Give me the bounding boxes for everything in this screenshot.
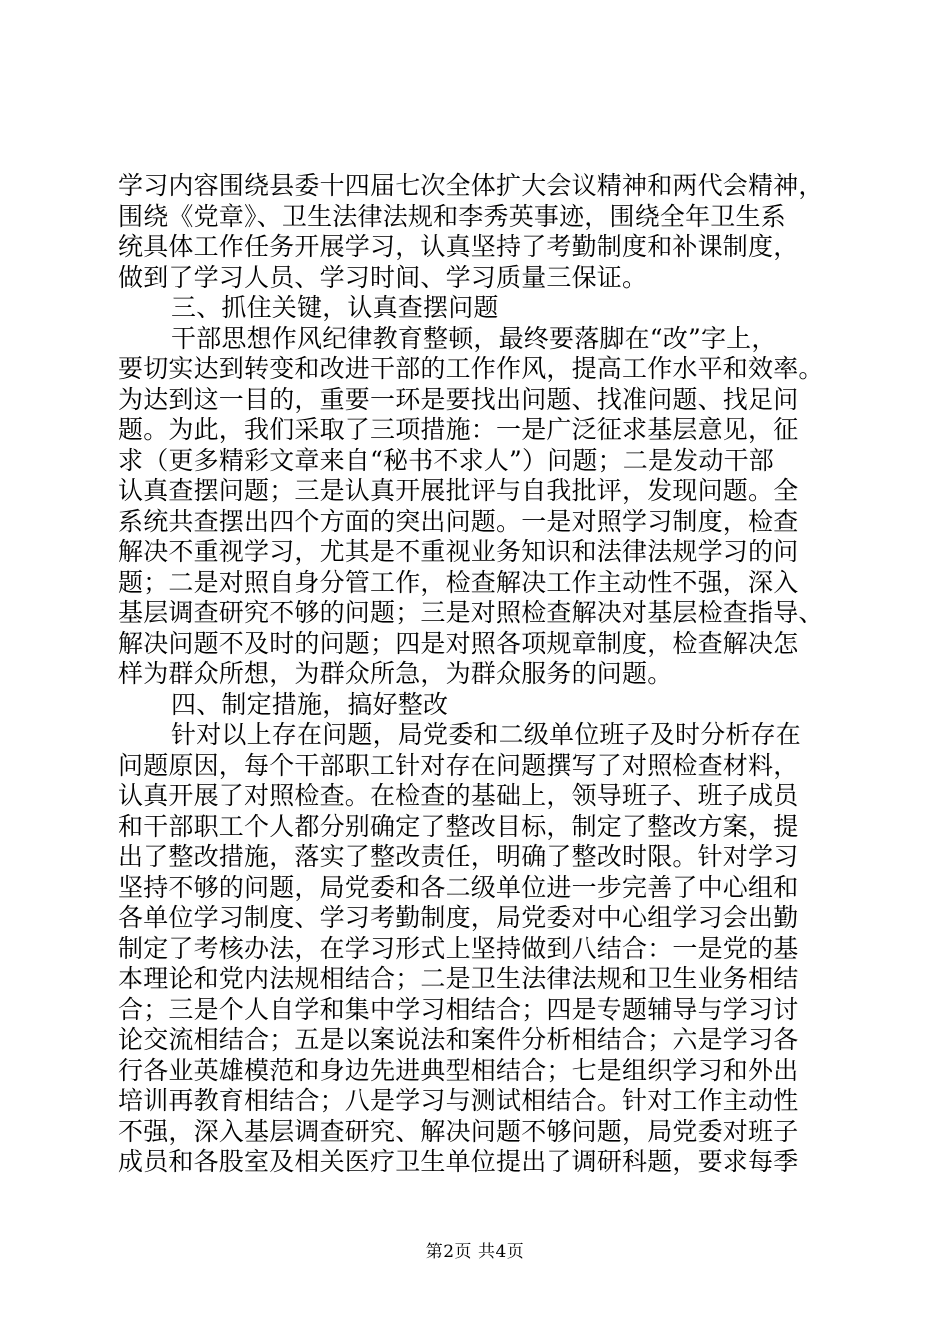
text-line: 干部思想作风纪律教育整顿，最终要落脚在“改”字上， xyxy=(171,323,777,353)
text-line: 和干部职工个人都分别确定了整改目标，制定了整改方案，提 xyxy=(118,811,799,841)
text-line: 为达到这一目的，重要一环是要找出问题、找准问题、找足问 xyxy=(118,384,799,414)
text-line: 培训再教育相结合；八是学习与测试相结合。针对工作主动性 xyxy=(118,1086,799,1115)
page-number-footer: 第2页 共4页 xyxy=(425,1242,525,1262)
text-line: 统具体工作任务开展学习，认真坚持了考勤制度和补课制度， xyxy=(118,232,799,261)
text-line: 坚持不够的问题，局党委和各二级单位进一步完善了中心组和 xyxy=(118,872,799,902)
text-line: 围绕《党章》、卫生法律法规和李秀英事迹，围绕全年卫生系 xyxy=(118,201,786,231)
text-line: 认真查摆问题；三是认真开展批评与自我批评，发现问题。全 xyxy=(118,476,799,505)
text-line: 本理论和党内法规相结合；二是卫生法律法规和卫生业务相结 xyxy=(118,964,799,993)
text-line: 论交流相结合；五是以案说法和案件分析相结合；六是学习各 xyxy=(118,1025,799,1054)
text-line: 解决不重视学习，尤其是不重视业务知识和法律法规学习的问 xyxy=(118,537,799,566)
text-line: 合；三是个人自学和集中学习相结合；四是专题辅导与学习讨 xyxy=(118,994,799,1024)
text-line: 针对以上存在问题，局党委和二级单位班子及时分析存在 xyxy=(171,720,802,749)
text-line: 题；二是对照自身分管工作，检查解决工作主动性不强，深入 xyxy=(118,567,799,597)
text-line: 问题原因，每个干部职工针对存在问题撰写了对照检查材料， xyxy=(118,750,799,780)
text-line: 行各业英雄模范和身边先进典型相结合；七是组织学习和外出 xyxy=(118,1055,799,1085)
document-body xyxy=(118,171,838,1178)
text-line: 成员和各股室及相关医疗卫生单位提出了调研科题，要求每季 xyxy=(118,1147,799,1176)
text-line: 基层调查研究不够的问题；三是对照检查解决对基层检查指导、 xyxy=(118,598,824,627)
text-line: 各单位学习制度、学习考勤制度，局党委对中心组学习会出勤 xyxy=(118,903,799,932)
text-line: 解决问题不及时的问题；四是对照各项规章制度，检查解决怎 xyxy=(118,628,799,658)
text-line: 不强，深入基层调查研究、解决问题不够问题，局党委对班子 xyxy=(118,1116,799,1146)
text-line: 题。为此，我们采取了三项措施：一是广泛征求基层意见，征 xyxy=(118,415,799,444)
text-line: 求（更多精彩文章来自“秘书不求人”）问题；二是发动干部 xyxy=(118,445,774,475)
text-line: 制定了考核办法，在学习形式上坚持做到八结合：一是党的基 xyxy=(118,933,799,963)
text-line: 样为群众所想，为群众所急，为群众服务的问题。 xyxy=(118,659,673,688)
text-line: 做到了学习人员、学习时间、学习质量三保证。 xyxy=(118,262,648,292)
section-heading-4: 四、制定措施，搞好整改 xyxy=(171,689,449,719)
text-line: 出了整改措施，落实了整改责任，明确了整改时限。针对学习 xyxy=(118,842,799,871)
text-line: 认真开展了对照检查。在检查的基础上，领导班子、班子成员 xyxy=(118,781,799,810)
text-line: 要切实达到转变和改进干部的工作作风，提高工作水平和效率。 xyxy=(118,354,824,383)
text-line: 系统共查摆出四个方面的突出问题。一是对照学习制度，检查 xyxy=(118,506,799,536)
section-heading-3: 三、抓住关键，认真查摆问题 xyxy=(171,293,499,322)
text-line: 学习内容围绕县委十四届七次全体扩大会议精神和两代会精神， xyxy=(118,171,824,200)
